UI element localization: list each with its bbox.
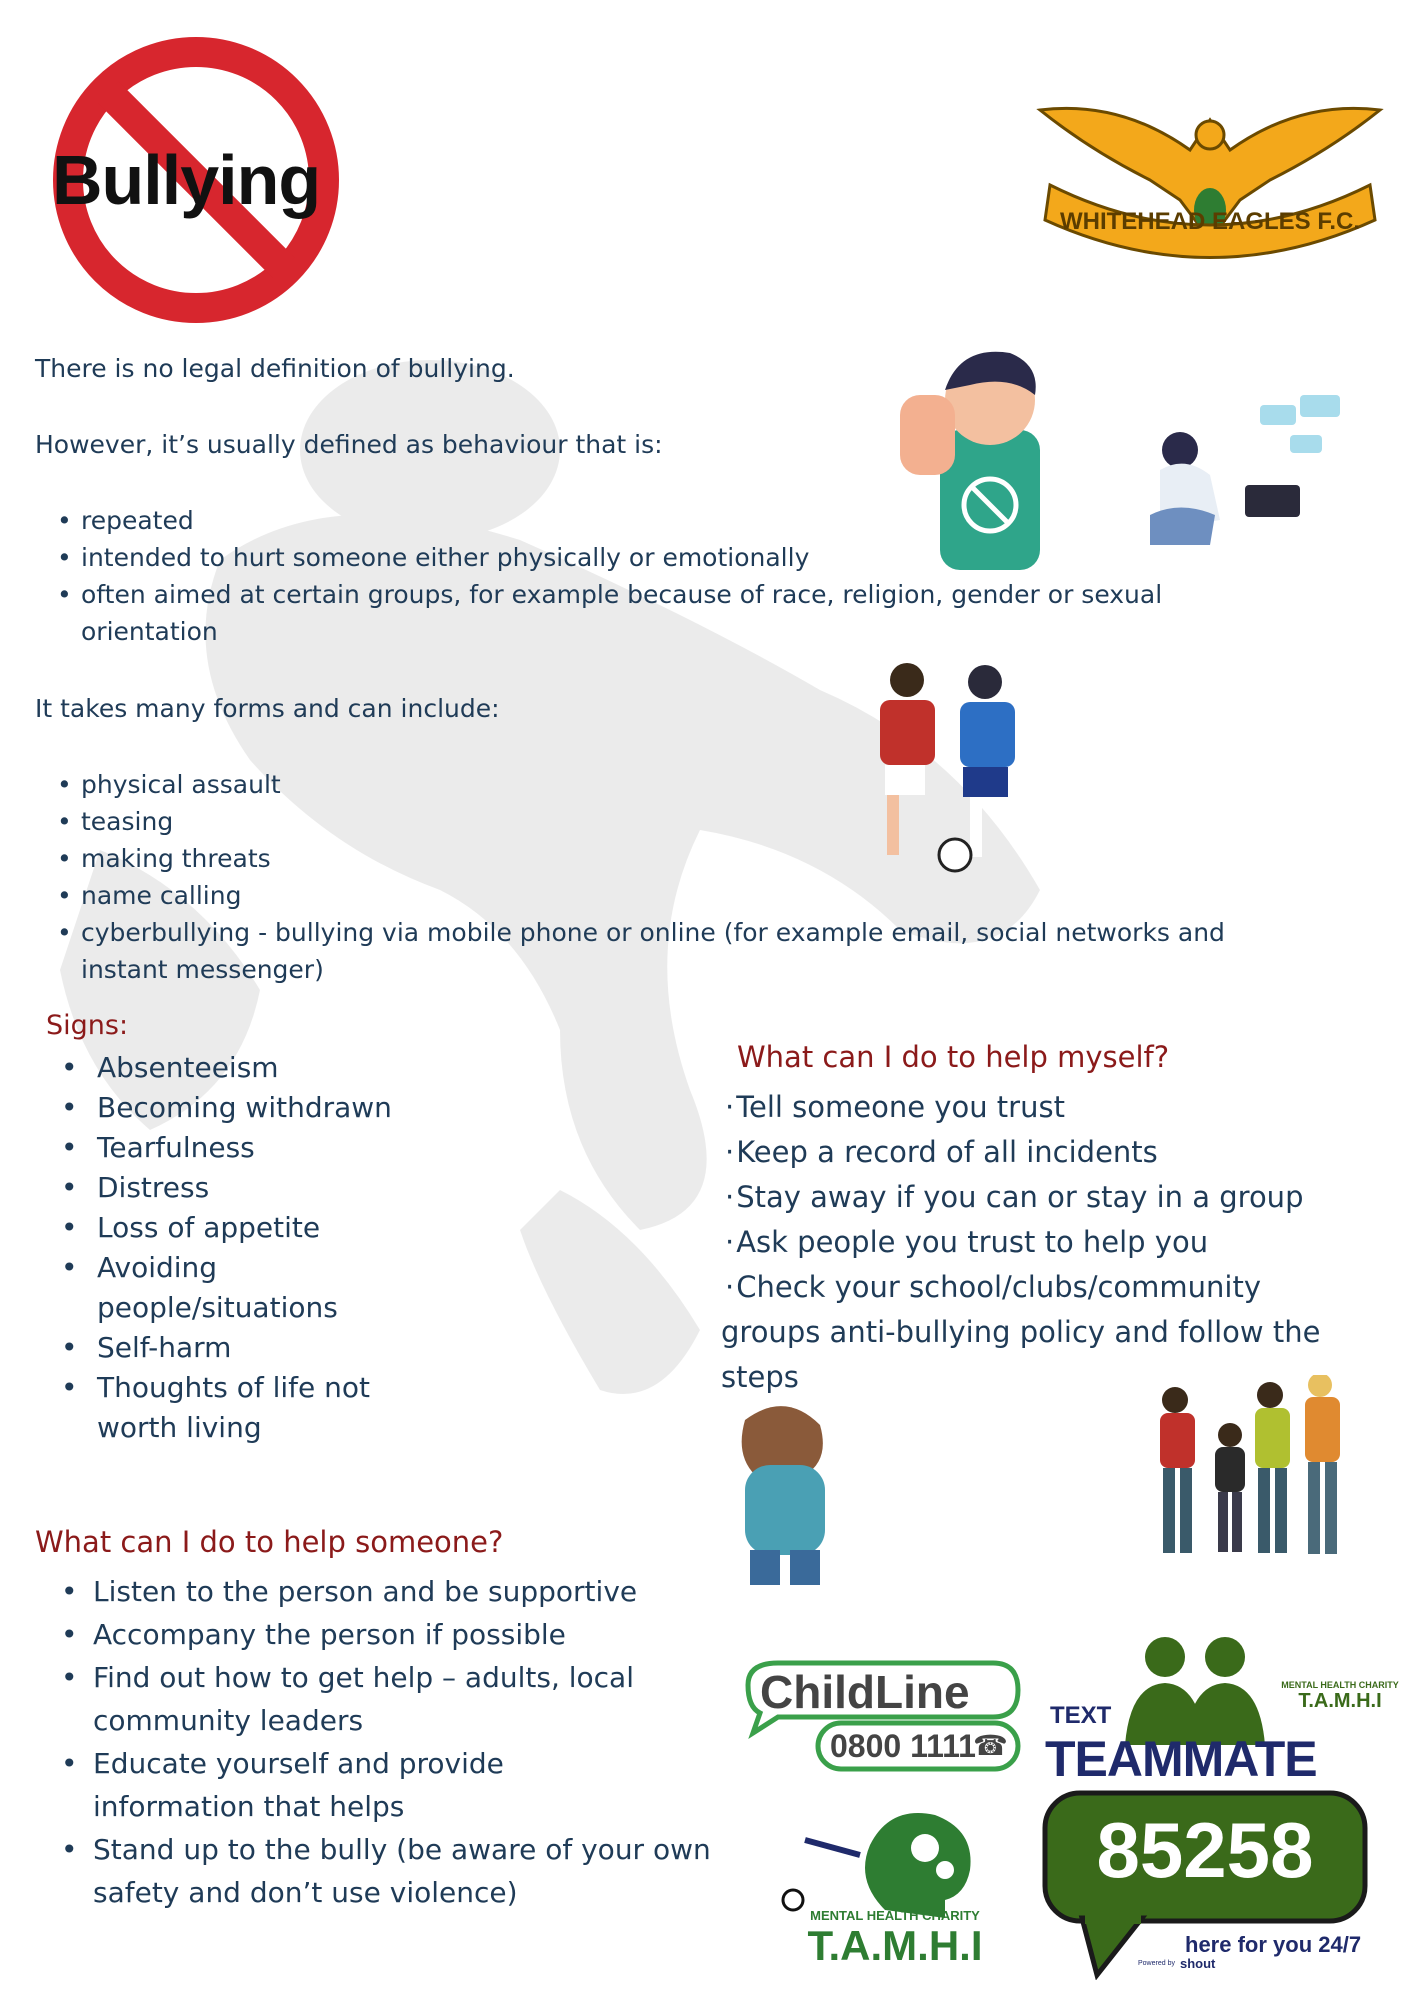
help-myself-line: · Tell someone you trust (725, 1085, 1395, 1130)
no-bullying-sign (46, 30, 346, 330)
club-badge-text: WHITEHEAD EAGLES F.C. (1059, 208, 1360, 235)
list-item: • Educate yourself and provide information that helps (35, 1742, 613, 1828)
list-item: • Tearfulness (35, 1128, 465, 1168)
teammate-people-icon (1120, 1635, 1270, 1745)
list-item: • name calling (35, 877, 1275, 914)
club-badge (1030, 90, 1390, 260)
help-someone-heading: What can I do to help someone? (35, 1525, 504, 1559)
help-myself-tail: groups anti-bullying policy and follow the steps (721, 1315, 1321, 1394)
teammate-text-label: TEXT (1050, 1702, 1112, 1729)
signs-list (35, 1048, 465, 1448)
list-item: • Stand up to the bully (be aware of your own safety and don’t use violence) (35, 1828, 733, 1914)
phone-icon: ☎ (973, 1729, 1008, 1762)
list-item: • teasing (35, 803, 1275, 840)
list-item: • Accompany the person if possible (35, 1613, 715, 1656)
teammate-mini-name: T.A.M.H.I (1298, 1690, 1382, 1712)
list-item: • Loss of appetite (35, 1208, 465, 1248)
list-item: • Avoiding people/situations (35, 1248, 357, 1328)
help-myself-line: · Ask people you trust to help you (725, 1220, 1395, 1265)
tamhi-charity-label: MENTAL HEALTH CHARITY (810, 1908, 980, 1923)
list-item: • Distress (35, 1168, 465, 1208)
forms-lead: It takes many forms and can include: (35, 694, 500, 723)
teammate-brand: TEAMMATE (1045, 1731, 1317, 1787)
list-item: • cyberbullying - bullying via mobile phone or online (for example email, social networks and instant messenger) (35, 914, 1301, 988)
list-item: • Becoming withdrawn (35, 1088, 465, 1128)
list-item: • Self-harm (35, 1328, 465, 1368)
teammate-tagline: here for you 24/7 (1185, 1932, 1362, 1957)
list-item: • intended to hurt someone either physically or emotionally (35, 539, 1275, 576)
teammate-number: 85258 (1096, 1806, 1314, 1894)
teammate-mini-charity: MENTAL HEALTH CHARITY (1281, 1680, 1399, 1690)
help-myself-line: · Stay away if you can or stay in a group (725, 1175, 1395, 1220)
help-someone-list (35, 1570, 715, 1914)
list-item: • physical assault (35, 766, 1275, 803)
list-item: • repeated (35, 502, 1275, 539)
group-bullying-illustration (1130, 1375, 1350, 1560)
teammate-logo (1040, 1630, 1400, 1980)
sad-girl-illustration (725, 1400, 845, 1595)
forms-list (35, 766, 1275, 988)
tamhi-logo (775, 1800, 995, 1970)
list-item: • Thoughts of life not worth living (35, 1368, 397, 1448)
childline-logo (738, 1655, 1028, 1775)
tamhi-head-icon (775, 1800, 995, 1920)
list-item: • making threats (35, 840, 1275, 877)
childline-name: ChildLine (760, 1666, 970, 1718)
intro-list (35, 502, 1275, 650)
football-players-illustration (835, 660, 1075, 890)
signs-heading: Signs: (46, 1010, 129, 1041)
childline-number: 0800 1111 (830, 1728, 976, 1764)
tamhi-name: T.A.M.H.I (807, 1922, 983, 1969)
intro-line-2: However, it’s usually defined as behaviour that is: (35, 430, 663, 459)
list-item: • Find out how to get help – adults, local community leaders (35, 1656, 693, 1742)
no-bullying-word: Bullying (52, 141, 321, 219)
teammate-powered-name: shout (1180, 1956, 1216, 1971)
help-myself-line: · Keep a record of all incidents (725, 1130, 1395, 1175)
stop-hand-boy-illustration (900, 335, 1070, 570)
teammate-powered-by: Powered by (1138, 1960, 1175, 1967)
list-item: • Absenteeism (35, 1048, 465, 1088)
list-item: • Listen to the person and be supportive (35, 1570, 715, 1613)
help-myself-heading: What can I do to help myself? (737, 1040, 1170, 1074)
intro-line-1: There is no legal definition of bullying. (35, 354, 515, 383)
sad-teen-laptop-illustration (1140, 395, 1360, 555)
help-myself-block (721, 1085, 1395, 1400)
help-myself-line: · Check your school/clubs/community (725, 1265, 1395, 1310)
list-item: • often aimed at certain groups, for example because of race, religion, gender or sexual orientation (35, 576, 1261, 650)
